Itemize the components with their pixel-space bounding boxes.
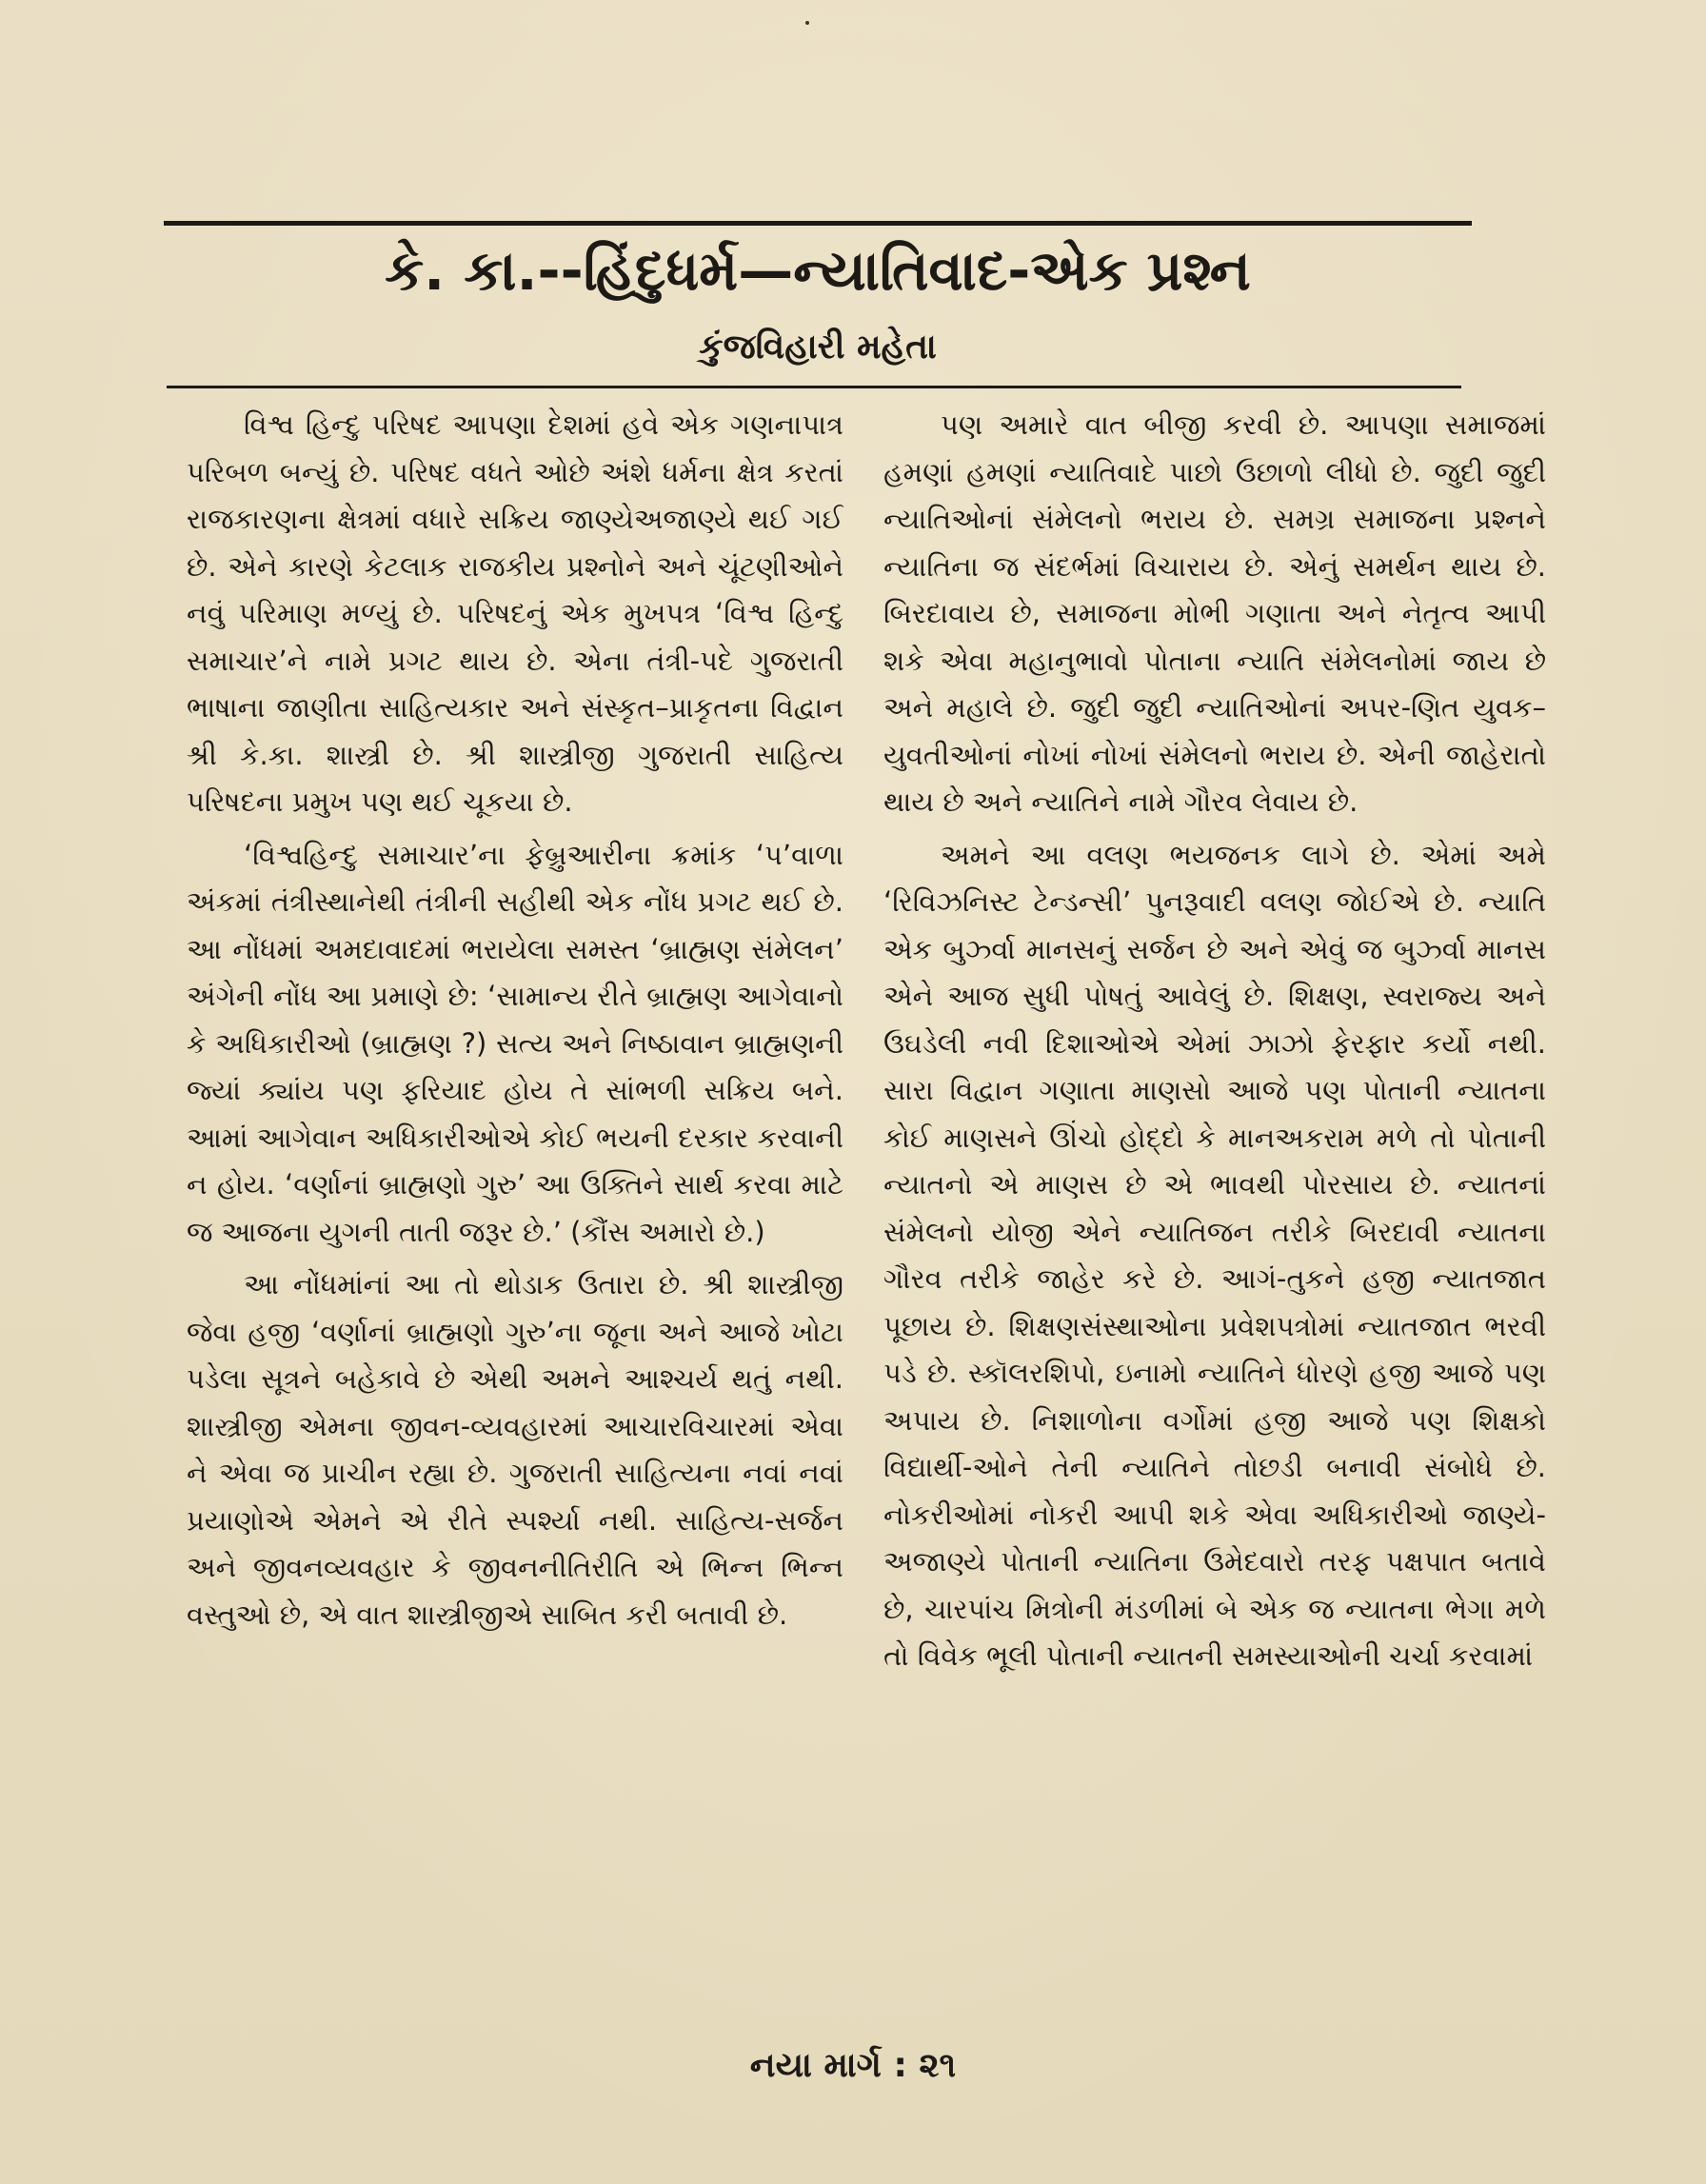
page-footer: નયા માર્ગ : ૨૧ bbox=[749, 2046, 957, 2085]
paragraph: અમને આ વલણ ભયજનક લાગે છે. એમાં અમે ‘રિવિઝનિસ્ટ ટેન્ડન્સી’ પુનરૂવાદી વલણ જોઈએ છે. ન્યાતિ એક બુર્ઝ્વા માનસનું સર્જન છે અને એવું જ બુર્ઝ્વા માનસ એને આજ સુધી પોષતું આવેલું છે. શિક્ષણ, સ્વરાજ્ય અને ઉઘડેલી નવી દિશાઓએ એમાં ઝાઝો ફેરફાર કર્યો નથી. સારા વિદ્વાન ગણાતા માણસો આજે પણ પોતાની ન્યાતના કોઈ માણસને ઊંચો હોદ્દો કે માનઅકરામ મળે તો પોતાની ન્યાતનો એ માણસ છે એ ભાવથી પોરસાય છે. ન્યાતનાં સંમેલનો યોજી એને ન્યાતિજન તરીકે બિરદાવી ન્યાતના ગૌરવ તરીકે જાહેર કરે છે. આગં-તુકને હજી ન્યાતજાત પૂછાય છે. શિક્ષણસંસ્થાઓના પ્રવેશપત્રોમાં ન્યાતજાત ભરવી પડે છે. સ્કૉલરશિપો, ઇનામો ન્યાતિને ધોરણે હજી આજે પણ અપાય છે. નિશાળોના વર્ગોમાં હજી આજે પણ શિક્ષકો વિદ્યાર્થી-ઓને તેની ન્યાતિને તોછડી બનાવી સંબોધે છે. નોકરીઓમાં નોકરી આપી શકે એવા અધિકારીઓ જાણ્યે-અજાણ્યે પોતાની ન્યાતિના ઉમેદવારો તરફ પક્ષપાત બતાવે છે, ચારપાંચ મિત્રોની મંડળીમાં બે એક જ ન્યાતના ભેગા મળે તો વિવેક ભૂલી પોતાની ન્યાતની સમસ્યાઓની ચર્ચા કરવામાં bbox=[883, 838, 1546, 1672]
paragraph: આ નોંધમાંનાં આ તો થોડાક ઉતારા છે. શ્રી શાસ્ત્રીજી જેવા હજી ‘વર્ણાનાં બ્રાહ્મણો ગુરુ’ના જૂના અને આજે ખોટા પડેલા સૂત્રને બહેકાવે છે એથી અમને આશ્ચર્ય થતું નથી. શાસ્ત્રીજી એમના જીવન-વ્યવહારમાં આચારવિચારમાં એવા ને એવા જ પ્રાચીન રહ્યા છે. ગુજરાતી સાહિત્યના નવાં નવાં પ્રયાણોએ એમને એ રીતે સ્પર્શ્યા નથી. સાહિત્ય-સર્જન અને જીવનવ્યવહાર કે જીવનનીતિરીતિ એ ભિન્ન ભિન્ન વસ્તુઓ છે, એ વાત શાસ્ત્રીજીએ સાબિત કરી બતાવી છે. bbox=[187, 1268, 843, 1631]
left-column bbox=[187, 402, 843, 2011]
article-title: કે. કા.--હિંદુધર્મ—ન્યાતિવાદ-એક પ્રશ્ન bbox=[385, 238, 1251, 303]
print-speck bbox=[805, 21, 809, 25]
paragraph: પણ અમારે વાત બીજી કરવી છે. આપણા સમાજમાં હમણાં હમણાં ન્યાતિવાદે પાછો ઉછાળો લીધો છે. જુદી જુદી ન્યાતિઓનાં સંમેલનો ભરાય છે. સમગ્ર સમાજના પ્રશ્નને ન્યાતિના જ સંદર્ભમાં વિચારાય છે. એનું સમર્થન થાય છે. બિરદાવાય છે, સમાજના મોભી ગણાતા અને નેતૃત્વ આપી શકે એવા મહાનુભાવો પોતાના ન્યાતિ સંમેલનોમાં જાય છે અને મહાલે છે. જુદી જુદી ન્યાતિઓનાં અપર-ણિત યુવક–યુવતીઓનાં નોખાં નોખાં સંમેલનો ભરાય છે. એની જાહેરાતો થાય છે અને ન્યાતિને નામે ગૌરવ લેવાય છે. bbox=[883, 408, 1546, 818]
right-column bbox=[883, 402, 1546, 2011]
paragraph: ‘વિશ્વહિન્દુ સમાચાર’ના ફેબ્રુઆરીના ક્રમાંક ‘પ’વાળા અંકમાં તંત્રીસ્થાનેથી તંત્રીની સહીથી એક નોંધ પ્રગટ થઈ છે. આ નોંધમાં અમદાવાદમાં ભરાયેલા સમસ્ત ‘બ્રાહ્મણ સંમેલન’ અંગેની નોંધ આ પ્રમાણે છે: ‘સામાન્ય રીતે બ્રાહ્મણ આગેવાનો કે અધિકારીઓ (બ્રાહ્મણ ?) સત્ય અને નિષ્ઠાવાન બ્રાહ્મણની જ્યાં ક્યાંય પણ ફરિયાદ હોય તે સાંભળી સક્રિય બને. આમાં આગેવાન અધિકારીઓએ કોઈ ભયની દરકાર કરવાની ન હોય. ‘વર્ણાનાં બ્રાહ્મણો ગુરુ’ આ ઉક્તિને સાર્થ કરવા માટે જ આજના યુગની તાતી જરૂર છે.’ (કૌંસ અમારો છે.) bbox=[187, 838, 843, 1248]
byline-rule bbox=[167, 386, 1461, 388]
header-rule bbox=[164, 221, 1472, 226]
paragraph: વિશ્વ હિન્દુ પરિષદ આપણા દેશમાં હવે એક ગણનાપાત્ર પરિબળ બન્યું છે. પરિષદ વધતે ઓછે અંશે ધર્મના ક્ષેત્ર કરતાં રાજકારણના ક્ષેત્રમાં વધારે સક્રિય જાણ્યેઅજાણ્યે થઈ ગઈ છે. એને કારણે કેટલાક રાજકીય પ્રશ્નોને અને ચૂંટણીઓને નવું પરિમાણ મળ્યું છે. પરિષદનું એક મુખપત્ર ‘વિશ્વ હિન્દુ સમાચાર’ને નામે પ્રગટ થાય છે. એના તંત્રી-પદે ગુજરાતી ભાષાના જાણીતા સાહિત્યકાર અને સંસ્કૃત–પ્રાકૃતના વિદ્વાન શ્રી કે.કા. શાસ્ત્રી છે. શ્રી શાસ્ત્રીજી ગુજરાતી સાહિત્ય પરિષદના પ્રમુખ પણ થઈ ચૂકયા છે. bbox=[187, 408, 843, 818]
article-author: કુંજવિહારી મહેતા bbox=[699, 328, 937, 367]
